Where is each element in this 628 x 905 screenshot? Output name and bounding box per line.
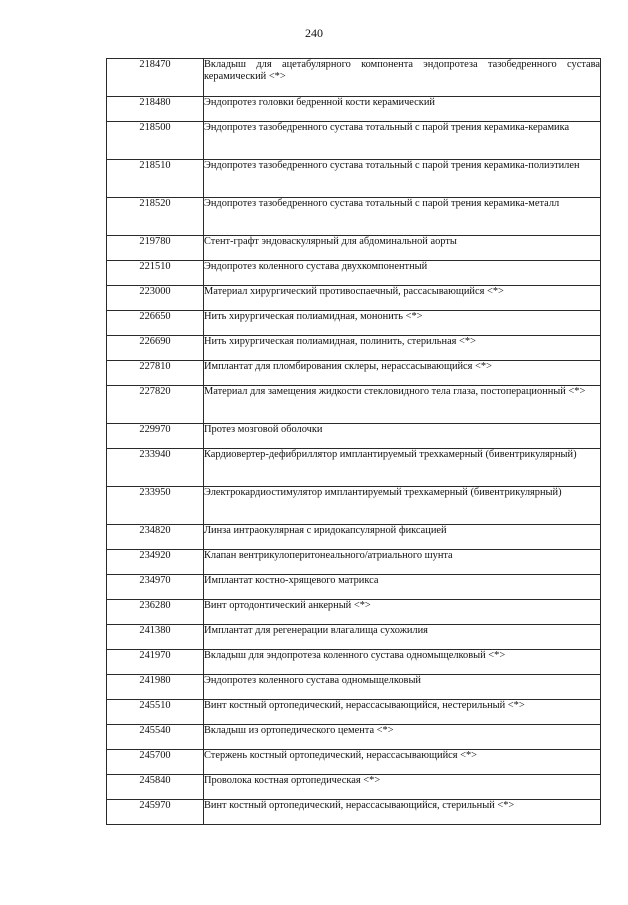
device-code-cell: 234920 <box>107 550 204 575</box>
device-code-cell: 218470 <box>107 59 204 97</box>
table-row <box>107 600 601 625</box>
device-code-cell: 219780 <box>107 236 204 261</box>
page-number: 240 <box>305 26 323 40</box>
table-row <box>107 386 601 424</box>
table-row <box>107 525 601 550</box>
device-code-cell: 234970 <box>107 575 204 600</box>
device-code-cell: 233950 <box>107 487 204 525</box>
device-code-cell: 218480 <box>107 97 204 122</box>
device-code-cell: 227810 <box>107 361 204 386</box>
table-row <box>107 650 601 675</box>
device-name-cell: Проволока костная ортопедическая <*> <box>204 775 601 800</box>
device-name-cell: Имплантат костно-хрящевого матрикса <box>204 575 601 600</box>
device-name-cell: Материал хирургический противоспаечный, рассасывающийся <*> <box>204 286 601 311</box>
device-name-cell: Винт костный ортопедический, нерассасывающийся, нестерильный <*> <box>204 700 601 725</box>
device-name-cell: Нить хирургическая полиамидная, полинить, стерильная <*> <box>204 336 601 361</box>
device-code-cell: 233940 <box>107 449 204 487</box>
table-row <box>107 336 601 361</box>
table-row <box>107 487 601 525</box>
device-name-cell: Кардиовертер-дефибриллятор имплантируемый трехкамерный (бивентрикулярный) <box>204 449 601 487</box>
device-code-cell: 229970 <box>107 424 204 449</box>
device-code-cell: 234820 <box>107 525 204 550</box>
table-row <box>107 286 601 311</box>
table-row <box>107 198 601 236</box>
device-name-cell: Эндопротез головки бедренной кости керамический <box>204 97 601 122</box>
device-name-cell: Имплантат для регенерации влагалища сухожилия <box>204 625 601 650</box>
device-code-cell: 245510 <box>107 700 204 725</box>
table-row <box>107 775 601 800</box>
device-name-cell: Материал для замещения жидкости стекловидного тела глаза, постоперационный <*> <box>204 386 601 424</box>
medical-device-table <box>106 58 601 825</box>
device-name-cell: Линза интраокулярная с иридокапсулярной фиксацией <box>204 525 601 550</box>
table-row <box>107 550 601 575</box>
table-row <box>107 750 601 775</box>
table-row <box>107 800 601 825</box>
table-row <box>107 675 601 700</box>
table-row <box>107 311 601 336</box>
device-code-cell: 227820 <box>107 386 204 424</box>
table-row <box>107 97 601 122</box>
table-row <box>107 575 601 600</box>
device-name-cell: Винт ортодонтический анкерный <*> <box>204 600 601 625</box>
device-code-cell: 226650 <box>107 311 204 336</box>
table-row <box>107 449 601 487</box>
device-code-cell: 241970 <box>107 650 204 675</box>
device-name-cell: Стент-графт эндоваскулярный для абдоминальной аорты <box>204 236 601 261</box>
device-code-cell: 223000 <box>107 286 204 311</box>
device-name-cell: Электрокардиостимулятор имплантируемый трехкамерный (бивентрикулярный) <box>204 487 601 525</box>
table-row <box>107 236 601 261</box>
device-code-cell: 218510 <box>107 160 204 198</box>
table-row <box>107 261 601 286</box>
table-row <box>107 59 601 97</box>
device-name-cell: Стержень костный ортопедический, нерассасывающийся <*> <box>204 750 601 775</box>
device-name-cell: Эндопротез тазобедренного сустава тотальный с парой трения керамика-металл <box>204 198 601 236</box>
device-code-cell: 245540 <box>107 725 204 750</box>
device-name-cell: Вкладыш для эндопротеза коленного сустава одномыщелковый <*> <box>204 650 601 675</box>
device-code-cell: 221510 <box>107 261 204 286</box>
table-row <box>107 700 601 725</box>
device-name-cell: Нить хирургическая полиамидная, мононить <*> <box>204 311 601 336</box>
device-name-cell: Вкладыш из ортопедического цемента <*> <box>204 725 601 750</box>
device-code-cell: 241380 <box>107 625 204 650</box>
device-code-cell: 245840 <box>107 775 204 800</box>
device-name-cell: Эндопротез коленного сустава двухкомпонентный <box>204 261 601 286</box>
table-row <box>107 160 601 198</box>
device-name-cell: Протез мозговой оболочки <box>204 424 601 449</box>
table-row <box>107 725 601 750</box>
device-name-cell: Винт костный ортопедический, нерассасывающийся, стерильный <*> <box>204 800 601 825</box>
device-name-cell: Эндопротез коленного сустава одномыщелковый <box>204 675 601 700</box>
device-code-cell: 245700 <box>107 750 204 775</box>
device-name-cell: Клапан вентрикулоперитонеального/атриального шунта <box>204 550 601 575</box>
device-code-cell: 241980 <box>107 675 204 700</box>
table-row <box>107 122 601 160</box>
device-name-cell: Эндопротез тазобедренного сустава тотальный с парой трения керамика-керамика <box>204 122 601 160</box>
device-code-cell: 218520 <box>107 198 204 236</box>
device-code-cell: 226690 <box>107 336 204 361</box>
device-code-cell: 245970 <box>107 800 204 825</box>
device-code-cell: 236280 <box>107 600 204 625</box>
device-name-cell: Эндопротез тазобедренного сустава тотальный с парой трения керамика-полиэтилен <box>204 160 601 198</box>
device-code-cell: 218500 <box>107 122 204 160</box>
table-row <box>107 361 601 386</box>
table-row <box>107 625 601 650</box>
table-row <box>107 424 601 449</box>
device-name-cell: Вкладыш для ацетабулярного компонента эндопротеза тазобедренного сустава керамический <*> <box>204 59 601 97</box>
device-name-cell: Имплантат для пломбирования склеры, нерассасывающийся <*> <box>204 361 601 386</box>
